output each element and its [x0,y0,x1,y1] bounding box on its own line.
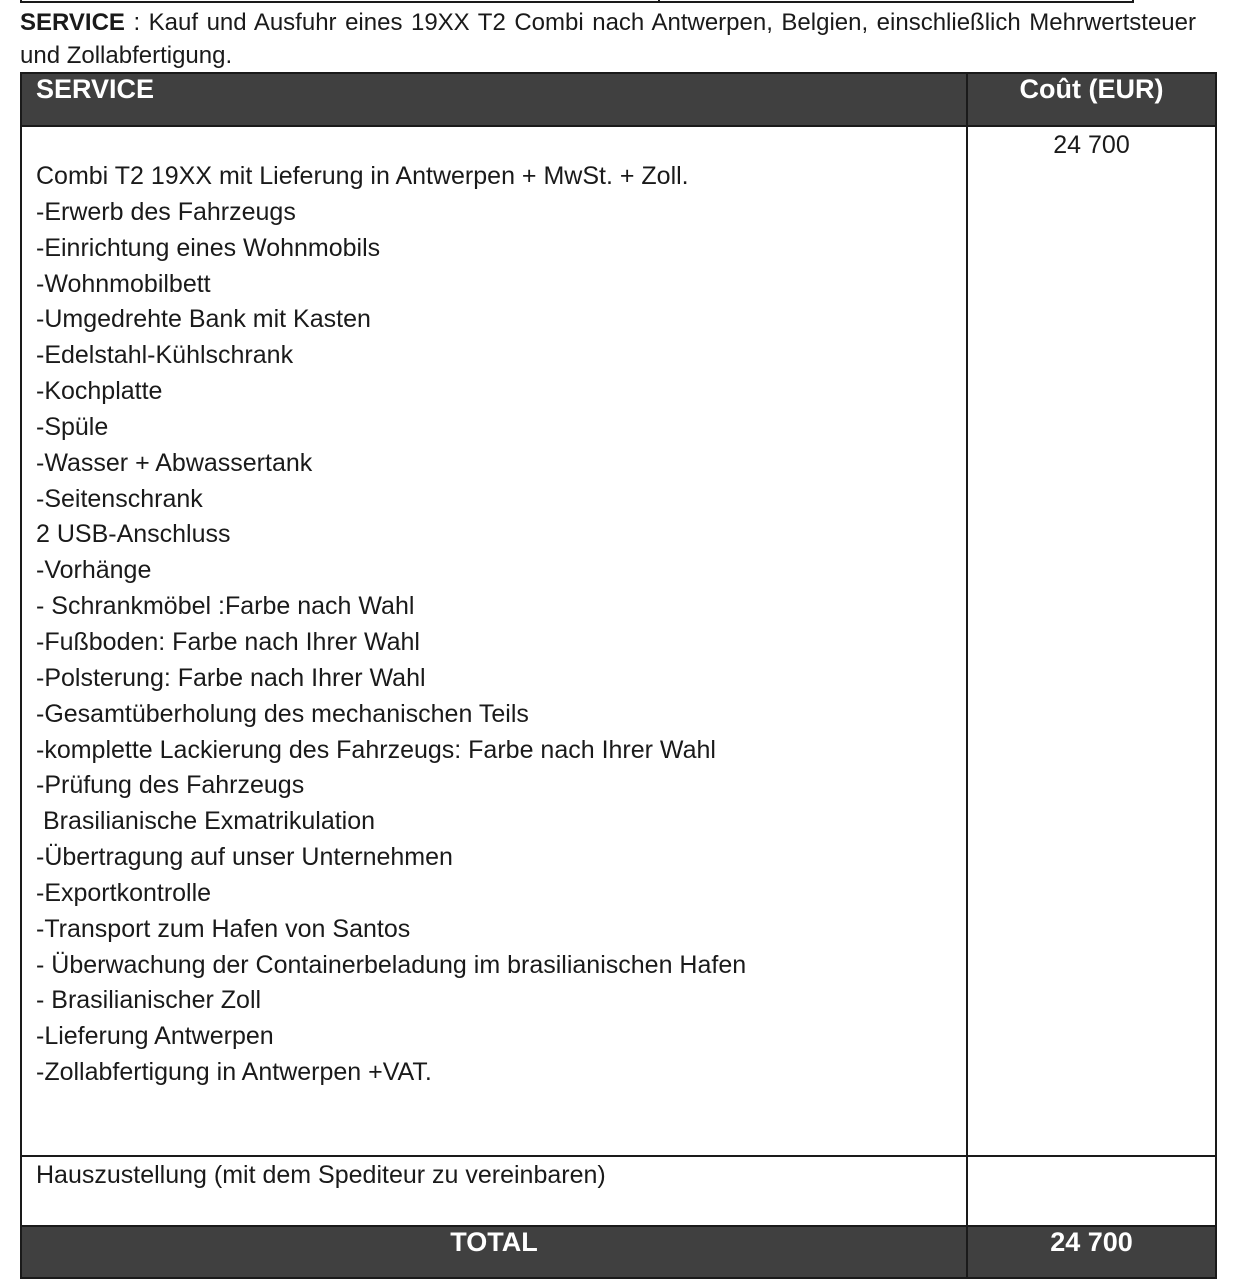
service-item: -Wasser + Abwassertank [36,448,313,477]
cost-column-header: Coût (EUR) [967,73,1216,126]
home-delivery-amount [967,1156,1216,1226]
service-cost-table [20,72,1217,1279]
service-item: Brasilianische Exmatrikulation [36,807,376,836]
home-delivery-row [21,1156,1216,1226]
service-item: -Exportkontrolle [36,878,212,907]
service-item: -Erwerb des Fahrzeugs [36,197,296,226]
service-item: -Transport zum Hafen von Santos [36,914,411,943]
service-intro-label: SERVICE [20,9,125,36]
total-row [21,1226,1216,1278]
total-amount: 24 700 [967,1226,1216,1278]
service-description-cell [21,126,967,1156]
service-item: -Lieferung Antwerpen [36,1022,274,1051]
service-intro-text: : Kauf und Ausfuhr eines 19XX T2 Combi nach Antwerpen, Belgien, einschließlich Mehrwertsteuer und Zollabfertigung. [20,9,1196,69]
main-service-row [21,126,1216,1156]
service-item: -Zollabfertigung in Antwerpen +VAT. [36,1058,432,1087]
service-item: -Polsterung: Farbe nach Ihrer Wahl [36,663,426,692]
service-item: - Schrankmöbel :Farbe nach Wahl [36,592,415,621]
previous-table-bottom-border [20,0,1134,3]
service-item: -Wohnmobilbett [36,269,211,298]
service-item: -komplette Lackierung des Fahrzeugs: Farbe nach Ihrer Wahl [36,735,716,764]
previous-table-column-divider [658,0,660,3]
table-header-row [21,73,1216,126]
service-item: -Seitenschrank [36,484,203,513]
service-item: -Übertragung auf unser Unternehmen [36,843,453,872]
service-item: -Edelstahl-Kühlschrank [36,341,294,370]
service-item: -Einrichtung eines Wohnmobils [36,233,381,262]
service-intro [20,6,1196,72]
service-item: -Spüle [36,412,109,441]
total-label: TOTAL [21,1226,967,1278]
service-column-header: SERVICE [21,73,967,126]
service-item: - Überwachung der Containerbeladung im brasilianischen Hafen [36,950,747,979]
service-item: -Vorhänge [36,556,152,585]
service-item: -Fußboden: Farbe nach Ihrer Wahl [36,627,420,656]
home-delivery-label: Hauszustellung (mit dem Spediteur zu vereinbaren) [21,1156,967,1226]
service-item: 2 USB-Anschluss [36,520,231,549]
main-service-amount: 24 700 [967,126,1216,1156]
service-item: -Prüfung des Fahrzeugs [36,771,305,800]
service-item: -Umgedrehte Bank mit Kasten [36,305,371,334]
service-item: Combi T2 19XX mit Lieferung in Antwerpen + MwSt. + Zoll. [36,162,689,190]
service-item: -Kochplatte [36,377,163,406]
service-item: - Brasilianischer Zoll [36,986,262,1015]
service-item: -Gesamtüberholung des mechanischen Teils [36,699,529,728]
